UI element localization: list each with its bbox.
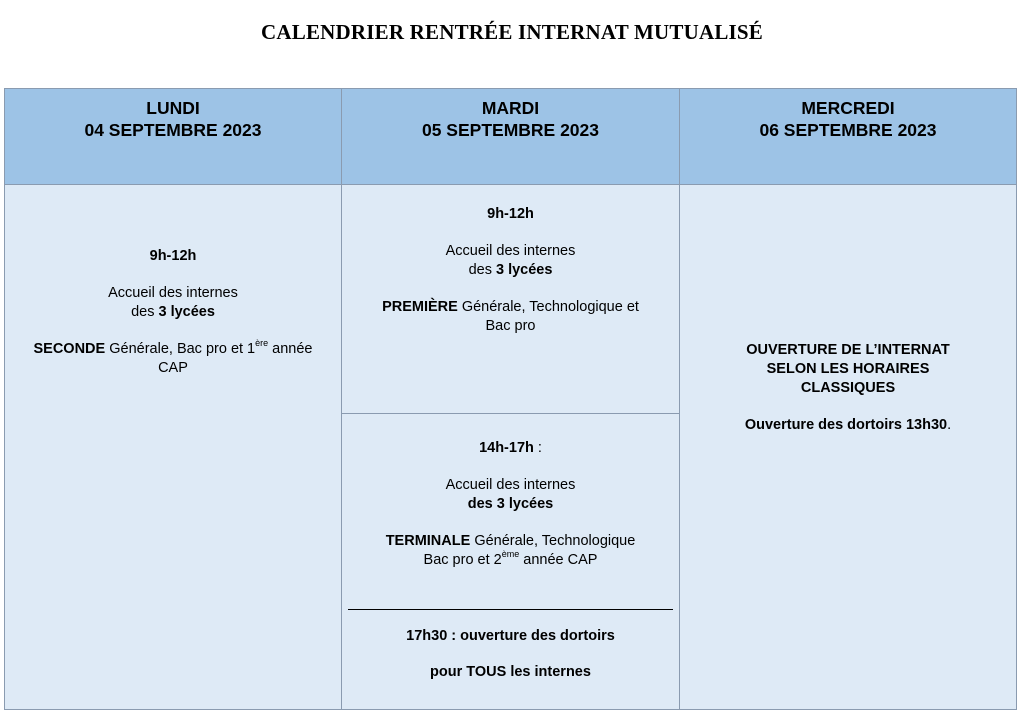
level-detail-end: année: [268, 341, 313, 357]
day-date: 04 SEPTEMBRE 2023: [84, 120, 262, 140]
welcome-text: Accueil des internes: [108, 285, 238, 301]
opening-line-3: CLASSIQUES: [800, 380, 896, 396]
day-name: MERCREDI: [801, 98, 895, 118]
level-line: [350, 298, 671, 317]
welcome-text: Accueil des internes: [445, 477, 576, 493]
level-detail-cap: CAP: [158, 360, 188, 376]
schools-count: 3 lycées: [158, 304, 215, 320]
welcome-text: Accueil des internes: [445, 243, 576, 259]
column-header-mardi: [342, 89, 679, 185]
day-date: 05 SEPTEMBRE 2023: [421, 120, 600, 140]
cell-mercredi: [680, 185, 1016, 709]
dorm-opening-line: [690, 416, 1006, 435]
opening-line-1: OUVERTURE DE L’INTERNAT: [746, 342, 950, 358]
calendar-table: [4, 88, 1017, 710]
schools-line: [350, 261, 671, 280]
column-header-mercredi: [680, 89, 1016, 185]
level-name: SECONDE: [33, 341, 106, 357]
opening-line-2: SELON LES HORAIRES: [766, 361, 930, 377]
schools-prefix: des: [468, 262, 496, 278]
level-name: TERMINALE: [385, 533, 471, 549]
level-detail: Générale, Technologique et: [457, 299, 639, 315]
level-superscript: ère: [255, 338, 269, 348]
time-slot: 9h-12h: [487, 206, 534, 222]
cell-mardi-morning: [342, 185, 679, 414]
level-detail: Générale, Technologique: [470, 533, 636, 549]
level-detail-end: Bac pro: [485, 318, 536, 334]
level-detail-line2: [350, 551, 671, 570]
page-title: CALENDRIER RENTRÉE INTERNAT MUTUALISÉ: [261, 20, 763, 44]
column-mercredi: [680, 89, 1016, 709]
cell-mardi-afternoon: [342, 414, 679, 610]
time-suffix: :: [533, 440, 542, 456]
column-mardi: [342, 89, 680, 709]
schools-prefix: des: [131, 304, 159, 320]
level-superscript: ème: [501, 549, 520, 559]
day-date: 06 SEPTEMBRE 2023: [759, 120, 937, 140]
time-line: [350, 439, 671, 458]
day-name: LUNDI: [146, 98, 200, 118]
dorm-opening-audience: pour TOUS les internes: [430, 664, 591, 680]
dorm-opening-time: 17h30 : ouverture des dortoirs: [406, 628, 615, 644]
time-slot: 9h-12h: [149, 248, 197, 264]
day-name: MARDI: [481, 98, 540, 118]
dorm-opening-suffix: .: [947, 417, 952, 433]
schools-count: 3 lycées: [495, 262, 553, 278]
level-detail: Générale, Bac pro et 1: [105, 341, 256, 357]
column-header-lundi: [5, 89, 341, 185]
cell-lundi: [5, 185, 341, 709]
level-detail-end: année CAP: [519, 552, 598, 568]
time-slot: 14h-17h: [479, 440, 534, 456]
level-name: PREMIÈRE: [382, 299, 458, 315]
dorm-opening: Ouverture des dortoirs 13h30: [744, 417, 948, 433]
level-detail-start: Bac pro et 2: [423, 552, 502, 568]
schools-line: [11, 303, 335, 322]
column-lundi: [5, 89, 342, 709]
cell-mardi-evening: [342, 610, 679, 709]
schools-line: des 3 lycées: [467, 496, 554, 512]
level-line: [11, 340, 335, 359]
